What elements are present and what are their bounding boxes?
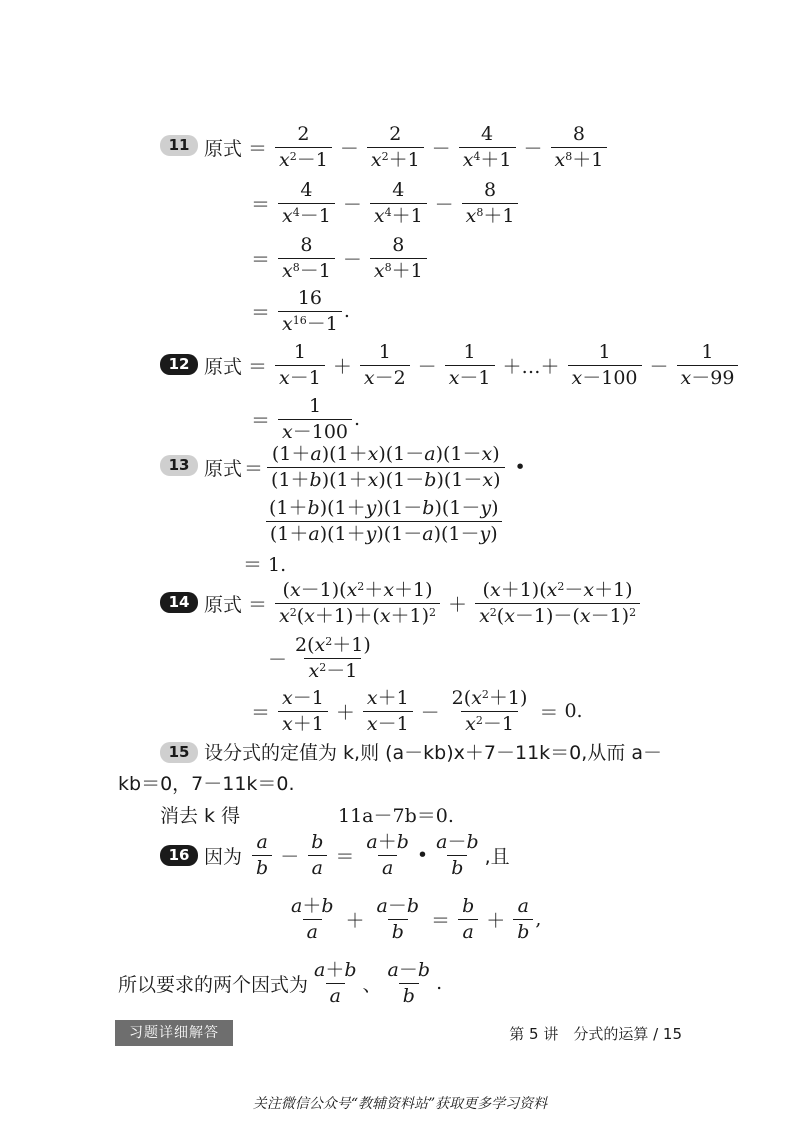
footer-chapter-page: 第 5 讲 分式的运算 / 15 [509, 1025, 682, 1043]
p12-label: 原式 [204, 355, 243, 378]
p12-line-2: ＝ $\frac{1}{x-100}$ . [251, 395, 361, 443]
p16-line-2: $\frac{a+b}{a}$ ＋ $\frac{a-b}{b}$ ＝ $\frac{b}{a}$ ＋ $\frac{a}{b}$ , [291, 895, 542, 943]
problem-number-16: 16 [160, 845, 198, 866]
p12-line-1: 原式 ＝ $\frac{1}{x-1}$ ＋ $\frac{1}{x-2}$ － $\frac{1}{x-1}$ ＋…＋ $\frac{1}{x-100}$ － $\frac{1}{x-99}$ [204, 342, 740, 389]
problem-number-13: 13 [160, 455, 198, 476]
p11-line-2: ＝ $\frac{4}{x^4-1}$ － $\frac{4}{x^4+1}$ － $\frac{8}{x^8+1}$ [245, 180, 520, 227]
p13-label: 原式 [204, 457, 243, 480]
p16-line-1: 因为 $\frac{a}{b}$ － $\frac{b}{a}$ ＝ $\frac{a+b}{a}$ • $\frac{a-b}{b}$ ,且 [204, 831, 510, 879]
p15-eliminate: 消去 k 得 [160, 805, 241, 827]
problem-number-14: 14 [160, 592, 198, 613]
p13-line-1: 原式 ＝ $\frac{(1+a)(1+x)(1-a)(1-x)}{(1+b)(1+x)(1-b)(1-x)}$ • [204, 443, 526, 491]
p14-line-2: － $\frac{2(x^2+1)}{x^2-1}$ [268, 634, 371, 682]
p14-label: 原式 [204, 593, 243, 616]
p11-line-1: 原式 ＝ $\frac{2}{x^2-1}$ － $\frac{2}{x^2+1}$ － $\frac{4}{x^4+1}$ － $\frac{8}{x^8+1}$ [204, 124, 609, 171]
problem-number-12: 12 [160, 354, 198, 375]
p11-line-3: ＝ $\frac{8}{x^8-1}$ － $\frac{8}{x^8+1}$ [245, 235, 429, 282]
p16-line-3: 所以要求的两个因式为 $\frac{a+b}{a}$ 、 $\frac{a-b}{b}$ . [118, 959, 443, 1007]
p15-line-2: kb＝0，7－11k＝0. [118, 773, 295, 795]
p15-line-1: 设分式的定值为 k,则 (a－kb)x＋7－11k＝0,从而 a－ [204, 742, 662, 764]
problem-number-11: 11 [160, 135, 198, 156]
p15-result: 11a－7b＝0. [338, 805, 454, 827]
p13-line-2: $\frac{(1+b)(1+y)(1-b)(1-y)}{(1+a)(1+y)(1-a)(1-y)}$ [263, 498, 505, 545]
p16-and: ,且 [484, 845, 510, 868]
problem-number-15: 15 [160, 742, 198, 763]
footer-section-tag: 习题详细解答 [115, 1020, 233, 1046]
p11-label: 原式 [204, 137, 243, 160]
p16-conclusion: 所以要求的两个因式为 [118, 973, 309, 996]
p13-line-3: ＝ 1. [243, 554, 287, 576]
p14-line-3: ＝ $\frac{x-1}{x+1}$ ＋ $\frac{x+1}{x-1}$ － $\frac{2(x^2+1)}{x^2-1}$ ＝ 0. [251, 687, 583, 735]
p11-line-4: ＝ $\frac{16}{x^{16}-1}$ . [251, 287, 350, 335]
p14-line-1: 原式 ＝ $\frac{(x-1)(x^2+x+1)}{x^2(x+1)+(x+1)^2}$ ＋ $\frac{(x+1)(x^2-x+1)}{x^2(x-1)-(x-1)^2}$ [204, 580, 642, 627]
bottom-watermark-note: 关注微信公众号“教辅资料站”获取更多学习资料 [252, 1096, 548, 1112]
p16-because: 因为 [204, 845, 243, 868]
